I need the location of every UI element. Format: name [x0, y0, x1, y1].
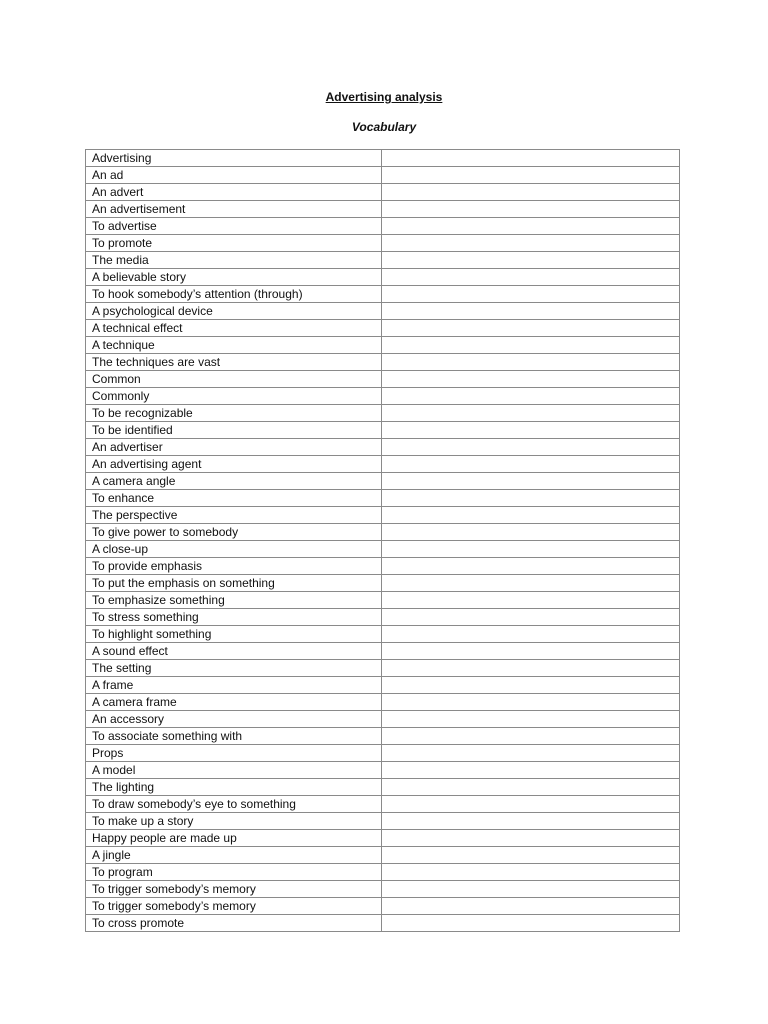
vocabulary-term-cell: To put the emphasis on something — [86, 575, 382, 592]
translation-blank-cell[interactable] — [382, 660, 680, 677]
vocabulary-term-cell: A frame — [86, 677, 382, 694]
translation-blank-cell[interactable] — [382, 864, 680, 881]
translation-blank-cell[interactable] — [382, 405, 680, 422]
translation-blank-cell[interactable] — [382, 626, 680, 643]
translation-blank-cell[interactable] — [382, 303, 680, 320]
translation-blank-cell[interactable] — [382, 235, 680, 252]
vocabulary-term-cell: A close-up — [86, 541, 382, 558]
vocabulary-term-cell: An advertisement — [86, 201, 382, 218]
translation-blank-cell[interactable] — [382, 167, 680, 184]
table-row — [86, 507, 680, 524]
vocabulary-term-cell: To enhance — [86, 490, 382, 507]
table-row — [86, 269, 680, 286]
vocabulary-term-cell: A technical effect — [86, 320, 382, 337]
vocabulary-term-cell: A camera angle — [86, 473, 382, 490]
table-row — [86, 439, 680, 456]
table-row — [86, 575, 680, 592]
translation-blank-cell[interactable] — [382, 898, 680, 915]
vocabulary-term-cell: An advertising agent — [86, 456, 382, 473]
translation-blank-cell[interactable] — [382, 762, 680, 779]
translation-blank-cell[interactable] — [382, 490, 680, 507]
table-row — [86, 388, 680, 405]
vocabulary-term-cell: To associate something with — [86, 728, 382, 745]
translation-blank-cell[interactable] — [382, 813, 680, 830]
vocabulary-term-cell: An accessory — [86, 711, 382, 728]
vocabulary-term-cell: To trigger somebody’s memory — [86, 881, 382, 898]
table-row — [86, 643, 680, 660]
vocabulary-term-cell: Commonly — [86, 388, 382, 405]
vocabulary-term-cell: To cross promote — [86, 915, 382, 932]
vocabulary-table — [85, 149, 680, 932]
vocabulary-term-cell: The techniques are vast — [86, 354, 382, 371]
vocabulary-term-cell: An advert — [86, 184, 382, 201]
table-row — [86, 422, 680, 439]
table-row — [86, 592, 680, 609]
table-row — [86, 286, 680, 303]
table-row — [86, 762, 680, 779]
translation-blank-cell[interactable] — [382, 779, 680, 796]
table-row — [86, 881, 680, 898]
translation-blank-cell[interactable] — [382, 150, 680, 167]
vocabulary-term-cell: To advertise — [86, 218, 382, 235]
translation-blank-cell[interactable] — [382, 371, 680, 388]
table-row — [86, 847, 680, 864]
vocabulary-term-cell: A model — [86, 762, 382, 779]
vocabulary-table-body — [86, 150, 680, 932]
translation-blank-cell[interactable] — [382, 745, 680, 762]
vocabulary-term-cell: The media — [86, 252, 382, 269]
translation-blank-cell[interactable] — [382, 609, 680, 626]
table-row — [86, 184, 680, 201]
table-row — [86, 677, 680, 694]
translation-blank-cell[interactable] — [382, 354, 680, 371]
table-row — [86, 779, 680, 796]
vocabulary-term-cell: A sound effect — [86, 643, 382, 660]
table-row — [86, 337, 680, 354]
translation-blank-cell[interactable] — [382, 269, 680, 286]
page-title: Advertising analysis — [325, 90, 443, 104]
vocabulary-term-cell: Happy people are made up — [86, 830, 382, 847]
translation-blank-cell[interactable] — [382, 643, 680, 660]
translation-blank-cell[interactable] — [382, 575, 680, 592]
vocabulary-term-cell: To promote — [86, 235, 382, 252]
table-row — [86, 660, 680, 677]
translation-blank-cell[interactable] — [382, 439, 680, 456]
translation-blank-cell[interactable] — [382, 711, 680, 728]
vocabulary-term-cell: To give power to somebody — [86, 524, 382, 541]
translation-blank-cell[interactable] — [382, 881, 680, 898]
table-row — [86, 558, 680, 575]
translation-blank-cell[interactable] — [382, 252, 680, 269]
vocabulary-term-cell: To stress something — [86, 609, 382, 626]
translation-blank-cell[interactable] — [382, 456, 680, 473]
vocabulary-term-cell: A psychological device — [86, 303, 382, 320]
translation-blank-cell[interactable] — [382, 320, 680, 337]
vocabulary-term-cell: The perspective — [86, 507, 382, 524]
vocabulary-term-cell: An ad — [86, 167, 382, 184]
vocabulary-term-cell: Props — [86, 745, 382, 762]
vocabulary-term-cell: Advertising — [86, 150, 382, 167]
vocabulary-term-cell: To hook somebody’s attention (through) — [86, 286, 382, 303]
table-row — [86, 456, 680, 473]
vocabulary-term-cell: To program — [86, 864, 382, 881]
table-row — [86, 218, 680, 235]
translation-blank-cell[interactable] — [382, 201, 680, 218]
vocabulary-term-cell: To emphasize something — [86, 592, 382, 609]
translation-blank-cell[interactable] — [382, 507, 680, 524]
vocabulary-term-cell: To be recognizable — [86, 405, 382, 422]
translation-blank-cell[interactable] — [382, 558, 680, 575]
vocabulary-term-cell: To draw somebody’s eye to something — [86, 796, 382, 813]
table-row — [86, 711, 680, 728]
translation-blank-cell[interactable] — [382, 830, 680, 847]
table-row — [86, 473, 680, 490]
table-row — [86, 830, 680, 847]
vocabulary-term-cell: An advertiser — [86, 439, 382, 456]
translation-blank-cell[interactable] — [382, 915, 680, 932]
translation-blank-cell[interactable] — [382, 796, 680, 813]
translation-blank-cell[interactable] — [382, 694, 680, 711]
translation-blank-cell[interactable] — [382, 592, 680, 609]
vocabulary-term-cell: Common — [86, 371, 382, 388]
vocabulary-term-cell: A technique — [86, 337, 382, 354]
translation-blank-cell[interactable] — [382, 184, 680, 201]
table-row — [86, 796, 680, 813]
table-row — [86, 201, 680, 218]
table-row — [86, 252, 680, 269]
translation-blank-cell[interactable] — [382, 388, 680, 405]
vocabulary-term-cell: To make up a story — [86, 813, 382, 830]
table-row — [86, 354, 680, 371]
vocabulary-term-cell: The lighting — [86, 779, 382, 796]
table-row — [86, 167, 680, 184]
translation-blank-cell[interactable] — [382, 847, 680, 864]
table-row — [86, 405, 680, 422]
table-row — [86, 320, 680, 337]
translation-blank-cell[interactable] — [382, 473, 680, 490]
translation-blank-cell[interactable] — [382, 524, 680, 541]
table-row — [86, 524, 680, 541]
vocabulary-term-cell: A camera frame — [86, 694, 382, 711]
table-row — [86, 150, 680, 167]
translation-blank-cell[interactable] — [382, 728, 680, 745]
table-row — [86, 745, 680, 762]
table-row — [86, 694, 680, 711]
translation-blank-cell[interactable] — [382, 677, 680, 694]
table-row — [86, 728, 680, 745]
vocabulary-term-cell: To be identified — [86, 422, 382, 439]
vocabulary-term-cell: To highlight something — [86, 626, 382, 643]
translation-blank-cell[interactable] — [382, 541, 680, 558]
translation-blank-cell[interactable] — [382, 422, 680, 439]
table-row — [86, 898, 680, 915]
table-row — [86, 626, 680, 643]
table-row — [86, 813, 680, 830]
table-row — [86, 235, 680, 252]
translation-blank-cell[interactable] — [382, 218, 680, 235]
table-row — [86, 864, 680, 881]
table-row — [86, 303, 680, 320]
table-row — [86, 915, 680, 932]
table-row — [86, 609, 680, 626]
page-subtitle: Vocabulary — [351, 120, 417, 134]
table-row — [86, 490, 680, 507]
translation-blank-cell[interactable] — [382, 286, 680, 303]
table-row — [86, 541, 680, 558]
vocabulary-term-cell: To trigger somebody’s memory — [86, 898, 382, 915]
vocabulary-term-cell: A believable story — [86, 269, 382, 286]
vocabulary-term-cell: To provide emphasis — [86, 558, 382, 575]
vocabulary-term-cell: A jingle — [86, 847, 382, 864]
translation-blank-cell[interactable] — [382, 337, 680, 354]
vocabulary-term-cell: The setting — [86, 660, 382, 677]
table-row — [86, 371, 680, 388]
